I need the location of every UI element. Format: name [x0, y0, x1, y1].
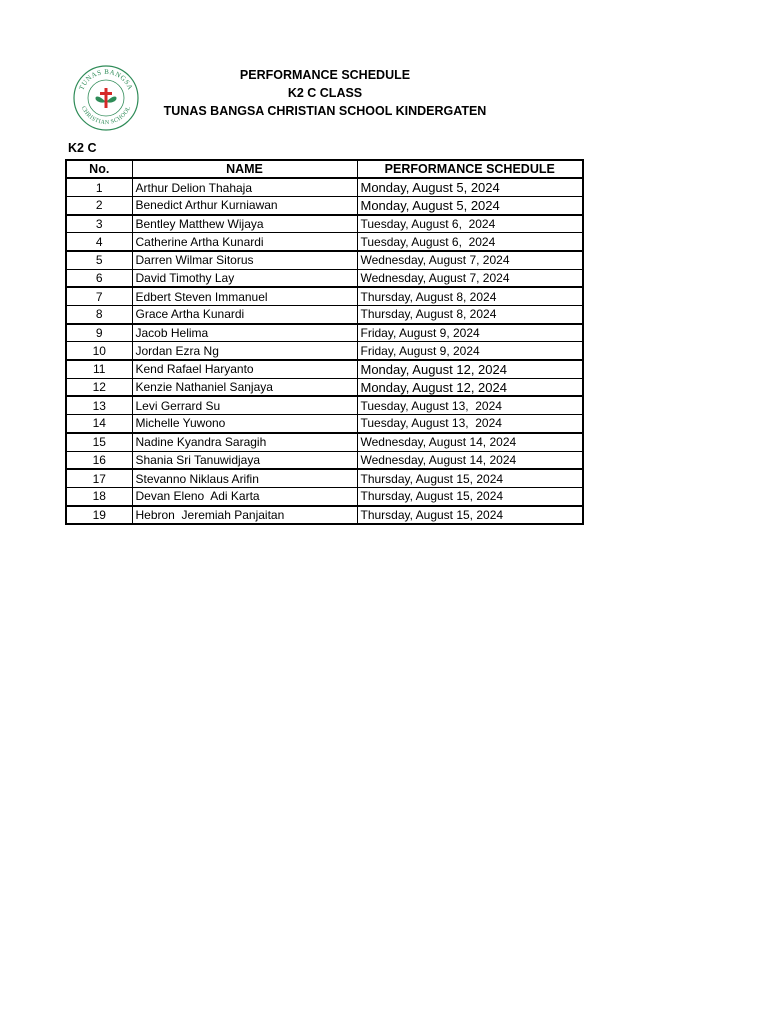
- cell-student-name: Catherine Artha Kunardi: [132, 233, 357, 251]
- table-row: [66, 269, 583, 287]
- cell-number: 19: [66, 506, 132, 524]
- table-row: [66, 487, 583, 505]
- cell-student-name: Stevanno Niklaus Arifin: [132, 469, 357, 487]
- cell-student-name: Jordan Ezra Ng: [132, 342, 357, 360]
- cell-number: 12: [66, 378, 132, 396]
- cell-performance-date: Friday, August 9, 2024: [357, 324, 583, 342]
- cell-number: 15: [66, 433, 132, 451]
- svg-text:CHRISTIAN SCHOOL: CHRISTIAN SCHOOL: [79, 105, 133, 127]
- table-row: [66, 360, 583, 378]
- cell-student-name: Nadine Kyandra Saragih: [132, 433, 357, 451]
- cell-student-name: Grace Artha Kunardi: [132, 306, 357, 324]
- header-school: TUNAS BANGSA CHRISTIAN SCHOOL KINDERGATEN: [163, 104, 487, 118]
- cell-performance-date: Thursday, August 15, 2024: [357, 469, 583, 487]
- cell-student-name: Hebron Jeremiah Panjaitan: [132, 506, 357, 524]
- table-row: [66, 469, 583, 487]
- document-header: [140, 66, 510, 120]
- cell-performance-date: Friday, August 9, 2024: [357, 342, 583, 360]
- cell-student-name: David Timothy Lay: [132, 269, 357, 287]
- cell-student-name: Edbert Steven Immanuel: [132, 287, 357, 305]
- school-logo-emblem: [72, 64, 140, 132]
- table-row: [66, 306, 583, 324]
- table-row: [66, 378, 583, 396]
- cell-performance-date: Wednesday, August 7, 2024: [357, 251, 583, 269]
- cell-student-name: Devan Eleno Adi Karta: [132, 487, 357, 505]
- table-row: [66, 506, 583, 524]
- header-class: K2 C CLASS: [287, 86, 363, 100]
- table-row: [66, 287, 583, 305]
- cell-performance-date: Thursday, August 8, 2024: [357, 306, 583, 324]
- cell-number: 17: [66, 469, 132, 487]
- cell-performance-date: Tuesday, August 6, 2024: [357, 215, 583, 233]
- cell-student-name: Michelle Yuwono: [132, 415, 357, 433]
- cell-student-name: Darren Wilmar Sitorus: [132, 251, 357, 269]
- table-row: [66, 215, 583, 233]
- cell-performance-date: Thursday, August 15, 2024: [357, 487, 583, 505]
- schedule-table-body: [66, 178, 583, 524]
- cell-number: 14: [66, 415, 132, 433]
- cell-performance-date: Thursday, August 15, 2024: [357, 506, 583, 524]
- cell-performance-date: Wednesday, August 14, 2024: [357, 451, 583, 469]
- cell-number: 16: [66, 451, 132, 469]
- cell-student-name: Benedict Arthur Kurniawan: [132, 196, 357, 214]
- cell-number: 18: [66, 487, 132, 505]
- cell-number: 10: [66, 342, 132, 360]
- cell-number: 13: [66, 396, 132, 414]
- column-header-name: NAME: [132, 160, 357, 178]
- header-title: PERFORMANCE SCHEDULE: [239, 68, 411, 82]
- cell-student-name: Bentley Matthew Wijaya: [132, 215, 357, 233]
- cell-number: 11: [66, 360, 132, 378]
- cell-number: 2: [66, 196, 132, 214]
- table-header-row: [66, 160, 583, 178]
- table-row: [66, 415, 583, 433]
- table-row: [66, 178, 583, 196]
- cell-number: 1: [66, 178, 132, 196]
- table-row: [66, 251, 583, 269]
- cell-student-name: Levi Gerrard Su: [132, 396, 357, 414]
- cell-performance-date: Monday, August 12, 2024: [357, 378, 583, 396]
- cell-performance-date: Monday, August 5, 2024: [357, 178, 583, 196]
- cell-performance-date: Tuesday, August 6, 2024: [357, 233, 583, 251]
- svg-text:TUNAS BANGSA: TUNAS BANGSA: [77, 67, 135, 92]
- table-row: [66, 196, 583, 214]
- table-row: [66, 396, 583, 414]
- column-header-no: No.: [66, 160, 132, 178]
- cell-performance-date: Wednesday, August 7, 2024: [357, 269, 583, 287]
- cell-student-name: Arthur Delion Thahaja: [132, 178, 357, 196]
- table-row: [66, 233, 583, 251]
- cell-number: 4: [66, 233, 132, 251]
- cell-performance-date: Thursday, August 8, 2024: [357, 287, 583, 305]
- cell-number: 3: [66, 215, 132, 233]
- schedule-table: [65, 159, 584, 525]
- table-row: [66, 342, 583, 360]
- cell-performance-date: Tuesday, August 13, 2024: [357, 415, 583, 433]
- cell-student-name: Jacob Helima: [132, 324, 357, 342]
- table-row: [66, 324, 583, 342]
- cell-number: 6: [66, 269, 132, 287]
- cell-number: 7: [66, 287, 132, 305]
- table-row: [66, 433, 583, 451]
- cell-performance-date: Wednesday, August 14, 2024: [357, 433, 583, 451]
- cell-performance-date: Tuesday, August 13, 2024: [357, 396, 583, 414]
- cell-number: 9: [66, 324, 132, 342]
- cell-number: 8: [66, 306, 132, 324]
- cell-performance-date: Monday, August 5, 2024: [357, 196, 583, 214]
- school-logo: [72, 64, 140, 132]
- cell-number: 5: [66, 251, 132, 269]
- table-row: [66, 451, 583, 469]
- cell-student-name: Shania Sri Tanuwidjaya: [132, 451, 357, 469]
- cell-performance-date: Monday, August 12, 2024: [357, 360, 583, 378]
- column-header-schedule: PERFORMANCE SCHEDULE: [357, 160, 583, 178]
- cell-student-name: Kenzie Nathaniel Sanjaya: [132, 378, 357, 396]
- cell-student-name: Kend Rafael Haryanto: [132, 360, 357, 378]
- class-label: K2 C: [68, 141, 97, 155]
